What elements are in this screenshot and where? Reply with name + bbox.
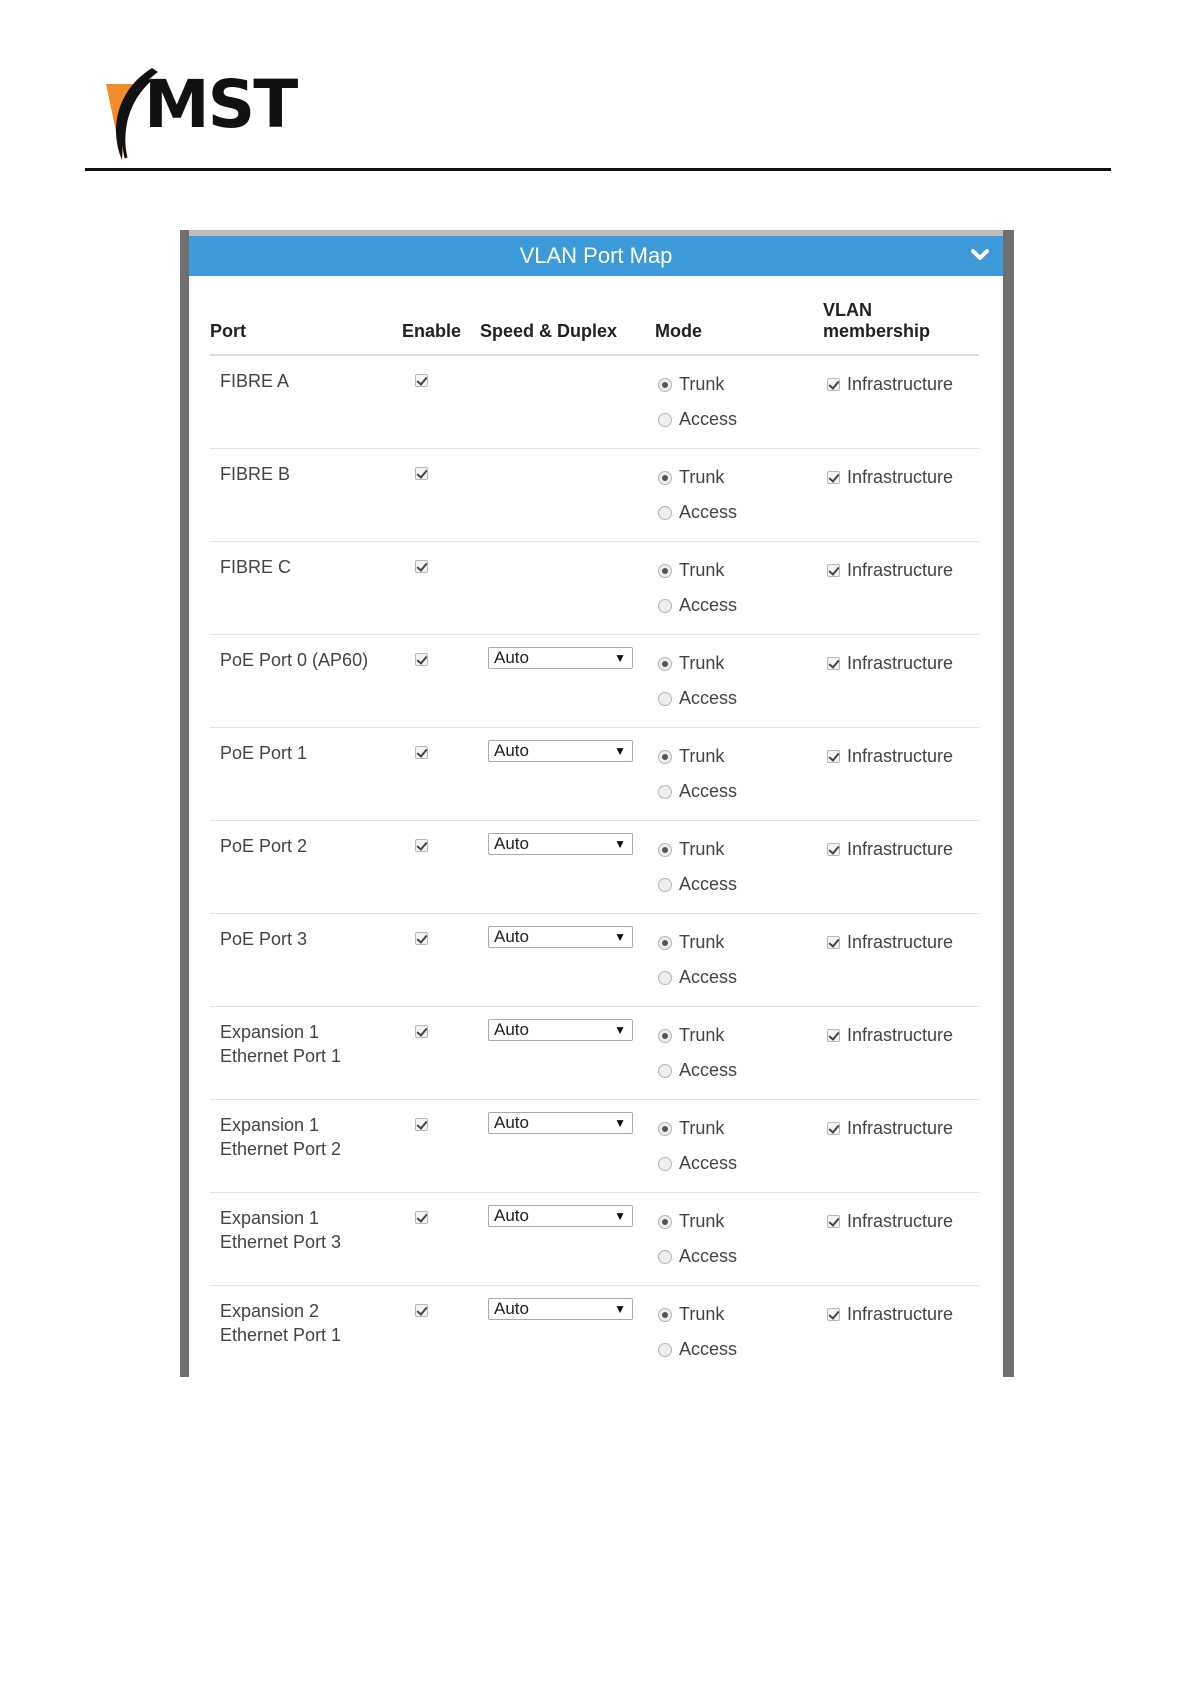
infrastructure-option[interactable] bbox=[827, 560, 953, 581]
trunk-label: Trunk bbox=[679, 1025, 725, 1045]
membership-cell bbox=[823, 635, 979, 728]
enable-checkbox[interactable] bbox=[415, 746, 428, 759]
membership-cell bbox=[823, 542, 979, 635]
infrastructure-checkbox[interactable] bbox=[827, 750, 840, 763]
speed-cell bbox=[480, 728, 655, 821]
trunk-label: Trunk bbox=[679, 467, 725, 487]
port-cell bbox=[210, 635, 402, 728]
speed-cell bbox=[480, 635, 655, 728]
speed-cell bbox=[480, 914, 655, 1007]
access-radio[interactable] bbox=[658, 413, 672, 427]
port-name: Expansion 1 Ethernet Port 2 bbox=[220, 1115, 342, 1159]
access-label: Access bbox=[679, 1339, 738, 1359]
access-radio[interactable] bbox=[658, 971, 672, 985]
trunk-radio[interactable] bbox=[658, 1122, 672, 1136]
chevron-down-icon[interactable] bbox=[971, 248, 989, 262]
enable-cell bbox=[402, 635, 480, 728]
infrastructure-option[interactable] bbox=[827, 1304, 953, 1325]
mode-access-option[interactable] bbox=[658, 781, 737, 802]
table-row bbox=[210, 635, 979, 728]
mode-access-option[interactable] bbox=[658, 1153, 737, 1174]
speed-duplex-column-header: Speed & Duplex bbox=[480, 300, 655, 355]
trunk-radio[interactable] bbox=[658, 1308, 672, 1322]
enable-column-header: Enable bbox=[402, 300, 480, 355]
mode-trunk-option[interactable] bbox=[658, 746, 724, 767]
dropdown-arrow-icon: ▼ bbox=[614, 651, 626, 665]
vlan-membership-column-header bbox=[823, 300, 979, 355]
mode-access-option[interactable] bbox=[658, 688, 737, 709]
table-row bbox=[210, 449, 979, 542]
infrastructure-checkbox[interactable] bbox=[827, 843, 840, 856]
membership-cell bbox=[823, 355, 979, 449]
port-name: Expansion 1 Ethernet Port 3 bbox=[220, 1208, 342, 1252]
access-label: Access bbox=[679, 1153, 738, 1173]
trunk-radio[interactable] bbox=[658, 657, 672, 671]
infrastructure-checkbox[interactable] bbox=[827, 1029, 840, 1042]
access-radio[interactable] bbox=[658, 1064, 672, 1078]
mode-cell bbox=[655, 1007, 823, 1100]
port-cell bbox=[210, 1286, 402, 1379]
speed-duplex-select[interactable] bbox=[488, 1298, 633, 1320]
enable-checkbox[interactable] bbox=[415, 1211, 428, 1224]
speed-duplex-select[interactable] bbox=[488, 1112, 633, 1134]
access-label: Access bbox=[679, 1246, 738, 1266]
speed-value: Auto bbox=[494, 741, 529, 760]
trunk-radio[interactable] bbox=[658, 750, 672, 764]
mode-access-option[interactable] bbox=[658, 1060, 737, 1081]
membership-cell bbox=[823, 821, 979, 914]
enable-cell bbox=[402, 728, 480, 821]
enable-checkbox[interactable] bbox=[415, 560, 428, 573]
infrastructure-label: Infrastructure bbox=[847, 1025, 954, 1045]
infrastructure-option[interactable] bbox=[827, 1118, 953, 1139]
mode-access-option[interactable] bbox=[658, 502, 737, 523]
access-label: Access bbox=[679, 781, 738, 801]
enable-checkbox[interactable] bbox=[415, 1118, 428, 1131]
trunk-radio[interactable] bbox=[658, 1215, 672, 1229]
infrastructure-label: Infrastructure bbox=[847, 932, 954, 952]
speed-value: Auto bbox=[494, 1299, 529, 1318]
membership-cell bbox=[823, 449, 979, 542]
infrastructure-option[interactable] bbox=[827, 839, 953, 860]
port-map-table bbox=[210, 300, 979, 1378]
table-header-row bbox=[210, 300, 979, 355]
table-row bbox=[210, 914, 979, 1007]
access-radio[interactable] bbox=[658, 1250, 672, 1264]
speed-duplex-select[interactable] bbox=[488, 647, 633, 669]
port-cell bbox=[210, 542, 402, 635]
mode-cell bbox=[655, 1193, 823, 1286]
speed-value: Auto bbox=[494, 927, 529, 946]
trunk-label: Trunk bbox=[679, 653, 725, 673]
trunk-label: Trunk bbox=[679, 1211, 725, 1231]
dropdown-arrow-icon: ▼ bbox=[614, 837, 626, 851]
port-name: PoE Port 0 (AP60) bbox=[220, 650, 369, 670]
enable-cell bbox=[402, 355, 480, 449]
enable-cell bbox=[402, 1100, 480, 1193]
mode-cell bbox=[655, 914, 823, 1007]
infrastructure-option[interactable] bbox=[827, 932, 953, 953]
speed-value: Auto bbox=[494, 1113, 529, 1132]
speed-cell bbox=[480, 821, 655, 914]
access-label: Access bbox=[679, 967, 738, 987]
access-label: Access bbox=[679, 874, 738, 894]
infrastructure-checkbox[interactable] bbox=[827, 936, 840, 949]
enable-checkbox[interactable] bbox=[415, 839, 428, 852]
mode-trunk-option[interactable] bbox=[658, 1211, 724, 1232]
membership-cell bbox=[823, 1193, 979, 1286]
speed-duplex-select[interactable] bbox=[488, 740, 633, 762]
table-row bbox=[210, 1286, 979, 1379]
mode-access-option[interactable] bbox=[658, 409, 737, 430]
trunk-label: Trunk bbox=[679, 746, 725, 766]
speed-value: Auto bbox=[494, 1020, 529, 1039]
panel-header[interactable] bbox=[189, 236, 1003, 276]
enable-checkbox[interactable] bbox=[415, 653, 428, 666]
infrastructure-option[interactable] bbox=[827, 653, 953, 674]
infrastructure-label: Infrastructure bbox=[847, 1118, 954, 1138]
mode-cell bbox=[655, 355, 823, 449]
infrastructure-checkbox[interactable] bbox=[827, 471, 840, 484]
speed-duplex-select[interactable] bbox=[488, 1205, 633, 1227]
speed-value: Auto bbox=[494, 1206, 529, 1225]
mode-cell bbox=[655, 728, 823, 821]
speed-cell bbox=[480, 1286, 655, 1379]
header-rule bbox=[85, 168, 1111, 171]
trunk-radio[interactable] bbox=[658, 843, 672, 857]
infrastructure-label: Infrastructure bbox=[847, 1304, 954, 1324]
trunk-label: Trunk bbox=[679, 560, 725, 580]
speed-duplex-select[interactable] bbox=[488, 1019, 633, 1041]
enable-checkbox[interactable] bbox=[415, 374, 428, 387]
port-cell bbox=[210, 1193, 402, 1286]
enable-checkbox[interactable] bbox=[415, 1025, 428, 1038]
trunk-radio[interactable] bbox=[658, 378, 672, 392]
access-label: Access bbox=[679, 502, 738, 522]
mode-trunk-option[interactable] bbox=[658, 467, 724, 488]
infrastructure-checkbox[interactable] bbox=[827, 378, 840, 391]
infrastructure-option[interactable] bbox=[827, 467, 953, 488]
membership-cell bbox=[823, 1100, 979, 1193]
port-cell bbox=[210, 1007, 402, 1100]
speed-cell bbox=[480, 355, 655, 449]
table-row bbox=[210, 355, 979, 449]
infrastructure-label: Infrastructure bbox=[847, 746, 954, 766]
port-name: PoE Port 1 bbox=[220, 743, 308, 763]
trunk-label: Trunk bbox=[679, 1118, 725, 1138]
infrastructure-option[interactable] bbox=[827, 746, 953, 767]
access-radio[interactable] bbox=[658, 692, 672, 706]
mode-cell bbox=[655, 542, 823, 635]
port-name: FIBRE C bbox=[220, 557, 292, 577]
table-row bbox=[210, 542, 979, 635]
mst-logo bbox=[100, 62, 320, 166]
infrastructure-checkbox[interactable] bbox=[827, 1308, 840, 1321]
dropdown-arrow-icon: ▼ bbox=[614, 930, 626, 944]
port-name: FIBRE B bbox=[220, 464, 291, 484]
table-row bbox=[210, 1193, 979, 1286]
speed-cell bbox=[480, 449, 655, 542]
speed-cell bbox=[480, 1100, 655, 1193]
speed-value: Auto bbox=[494, 834, 529, 853]
mode-trunk-option[interactable] bbox=[658, 932, 724, 953]
speed-duplex-select[interactable] bbox=[488, 926, 633, 948]
speed-cell bbox=[480, 1193, 655, 1286]
vlan-header-line2: membership bbox=[823, 321, 931, 341]
enable-cell bbox=[402, 1007, 480, 1100]
infrastructure-label: Infrastructure bbox=[847, 467, 954, 487]
enable-checkbox[interactable] bbox=[415, 1304, 428, 1317]
trunk-label: Trunk bbox=[679, 374, 725, 394]
trunk-radio[interactable] bbox=[658, 1029, 672, 1043]
vlan-header-line1: VLAN bbox=[823, 300, 872, 320]
access-radio[interactable] bbox=[658, 878, 672, 892]
port-cell bbox=[210, 1100, 402, 1193]
access-label: Access bbox=[679, 595, 738, 615]
infrastructure-checkbox[interactable] bbox=[827, 657, 840, 670]
mode-cell bbox=[655, 635, 823, 728]
dropdown-arrow-icon: ▼ bbox=[614, 1302, 626, 1316]
trunk-label: Trunk bbox=[679, 1304, 725, 1324]
table-row bbox=[210, 728, 979, 821]
mode-trunk-option[interactable] bbox=[658, 1118, 724, 1139]
dropdown-arrow-icon: ▼ bbox=[614, 744, 626, 758]
trunk-label: Trunk bbox=[679, 839, 725, 859]
dropdown-arrow-icon: ▼ bbox=[614, 1023, 626, 1037]
port-cell bbox=[210, 728, 402, 821]
access-radio[interactable] bbox=[658, 1343, 672, 1357]
infrastructure-option[interactable] bbox=[827, 1025, 953, 1046]
table-row bbox=[210, 1007, 979, 1100]
table-row bbox=[210, 1100, 979, 1193]
port-cell bbox=[210, 449, 402, 542]
membership-cell bbox=[823, 728, 979, 821]
trunk-radio[interactable] bbox=[658, 471, 672, 485]
enable-cell bbox=[402, 821, 480, 914]
mode-access-option[interactable] bbox=[658, 874, 737, 895]
mode-access-option[interactable] bbox=[658, 1246, 737, 1267]
enable-checkbox[interactable] bbox=[415, 932, 428, 945]
port-name: PoE Port 2 bbox=[220, 836, 308, 856]
mode-trunk-option[interactable] bbox=[658, 1025, 724, 1046]
speed-cell bbox=[480, 1007, 655, 1100]
mode-cell bbox=[655, 449, 823, 542]
membership-cell bbox=[823, 1286, 979, 1379]
enable-cell bbox=[402, 1193, 480, 1286]
mode-trunk-option[interactable] bbox=[658, 560, 724, 581]
mode-access-option[interactable] bbox=[658, 595, 737, 616]
speed-value: Auto bbox=[494, 648, 529, 667]
table-row bbox=[210, 821, 979, 914]
access-label: Access bbox=[679, 409, 738, 429]
mode-cell bbox=[655, 821, 823, 914]
mode-trunk-option[interactable] bbox=[658, 1304, 724, 1325]
port-name: FIBRE A bbox=[220, 371, 290, 391]
access-radio[interactable] bbox=[658, 1157, 672, 1171]
port-name: PoE Port 3 bbox=[220, 929, 308, 949]
port-cell bbox=[210, 914, 402, 1007]
infrastructure-label: Infrastructure bbox=[847, 839, 954, 859]
access-radio[interactable] bbox=[658, 506, 672, 520]
port-cell bbox=[210, 355, 402, 449]
infrastructure-label: Infrastructure bbox=[847, 1211, 954, 1231]
vlan-port-map-panel bbox=[180, 230, 1014, 1377]
enable-cell bbox=[402, 542, 480, 635]
enable-checkbox[interactable] bbox=[415, 467, 428, 480]
port-name: Expansion 1 Ethernet Port 1 bbox=[220, 1022, 342, 1066]
enable-cell bbox=[402, 1286, 480, 1379]
infrastructure-option[interactable] bbox=[827, 374, 953, 395]
enable-cell bbox=[402, 449, 480, 542]
mode-trunk-option[interactable] bbox=[658, 653, 724, 674]
infrastructure-label: Infrastructure bbox=[847, 374, 954, 394]
access-radio[interactable] bbox=[658, 785, 672, 799]
mode-access-option[interactable] bbox=[658, 1339, 737, 1360]
port-column-header: Port bbox=[210, 300, 402, 355]
infrastructure-checkbox[interactable] bbox=[827, 1122, 840, 1135]
trunk-radio[interactable] bbox=[658, 936, 672, 950]
mode-trunk-option[interactable] bbox=[658, 374, 724, 395]
mode-column-header: Mode bbox=[655, 300, 823, 355]
mode-access-option[interactable] bbox=[658, 967, 737, 988]
panel-title: VLAN Port Map bbox=[519, 243, 673, 268]
trunk-label: Trunk bbox=[679, 932, 725, 952]
port-name: Expansion 2 Ethernet Port 1 bbox=[220, 1301, 342, 1345]
port-rows bbox=[210, 355, 979, 1378]
infrastructure-checkbox[interactable] bbox=[827, 564, 840, 577]
mode-trunk-option[interactable] bbox=[658, 839, 724, 860]
access-radio[interactable] bbox=[658, 599, 672, 613]
membership-cell bbox=[823, 914, 979, 1007]
access-label: Access bbox=[679, 688, 738, 708]
trunk-radio[interactable] bbox=[658, 564, 672, 578]
speed-cell bbox=[480, 542, 655, 635]
port-cell bbox=[210, 821, 402, 914]
logo-text: MST bbox=[144, 66, 297, 143]
mode-cell bbox=[655, 1286, 823, 1379]
infrastructure-option[interactable] bbox=[827, 1211, 953, 1232]
speed-duplex-select[interactable] bbox=[488, 833, 633, 855]
infrastructure-label: Infrastructure bbox=[847, 653, 954, 673]
infrastructure-label: Infrastructure bbox=[847, 560, 954, 580]
access-label: Access bbox=[679, 1060, 738, 1080]
membership-cell bbox=[823, 1007, 979, 1100]
enable-cell bbox=[402, 914, 480, 1007]
dropdown-arrow-icon: ▼ bbox=[614, 1116, 626, 1130]
infrastructure-checkbox[interactable] bbox=[827, 1215, 840, 1228]
dropdown-arrow-icon: ▼ bbox=[614, 1209, 626, 1223]
mode-cell bbox=[655, 1100, 823, 1193]
